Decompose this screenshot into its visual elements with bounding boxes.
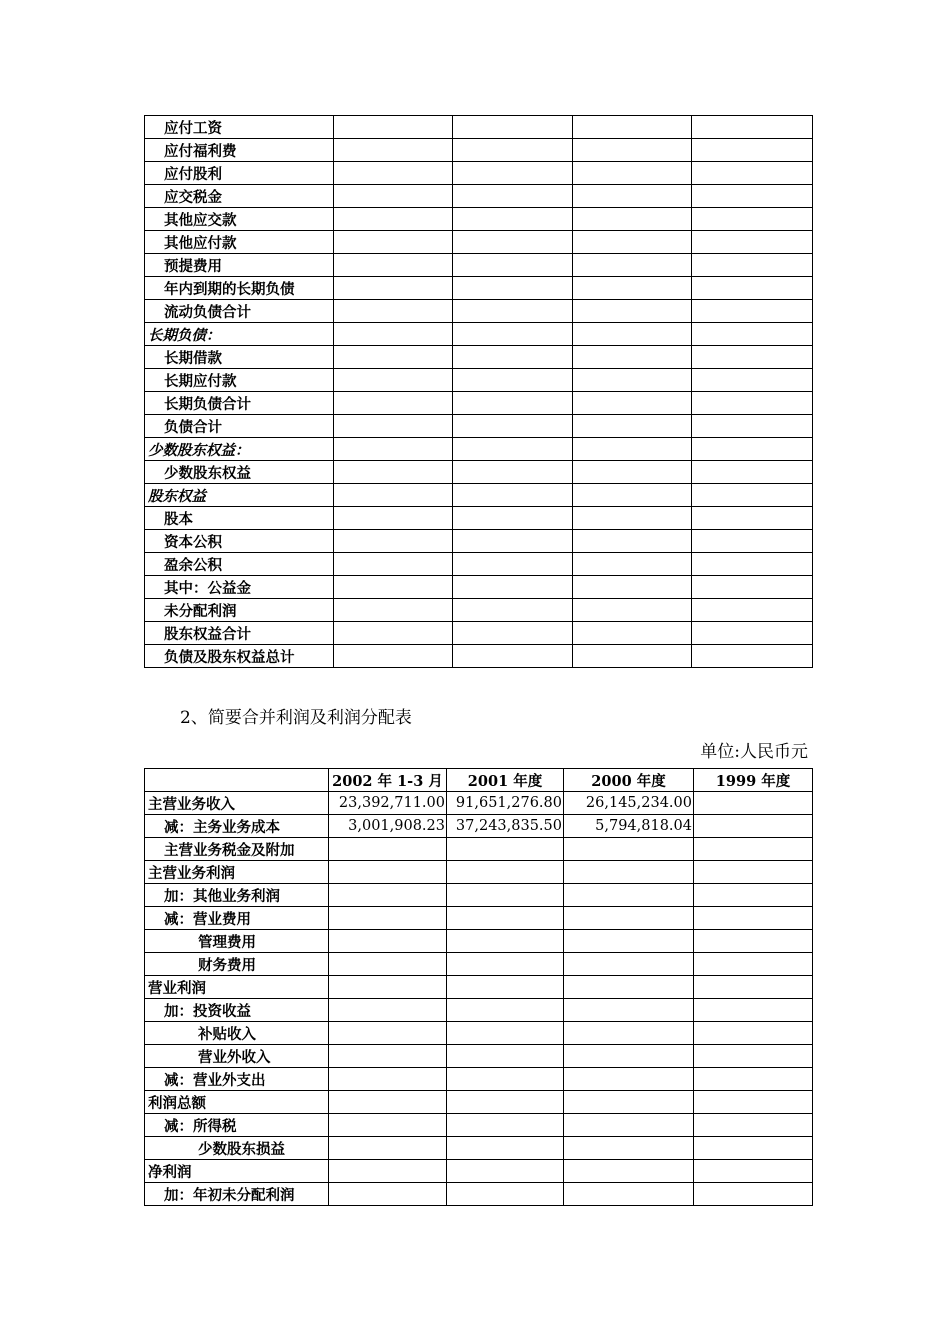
- value-cell: [573, 553, 692, 576]
- value-cell: [573, 254, 692, 277]
- value-cell: [694, 1022, 813, 1045]
- row-label: 主营业务利润: [145, 861, 329, 884]
- table-row: [145, 645, 813, 668]
- row-label: 营业利润: [145, 976, 329, 999]
- value-cell: [692, 438, 813, 461]
- row-label: 年内到期的长期负债: [145, 277, 334, 300]
- value-cell: [692, 139, 813, 162]
- value-cell: [692, 254, 813, 277]
- value-cell: [564, 976, 694, 999]
- row-label: 补贴收入: [145, 1022, 329, 1045]
- value-cell: [694, 1160, 813, 1183]
- value-cell: [573, 415, 692, 438]
- value-cell: [694, 976, 813, 999]
- value-cell: [573, 208, 692, 231]
- row-label: 净利润: [145, 1160, 329, 1183]
- value-cell: [573, 300, 692, 323]
- header-2001: 2001 年度: [447, 769, 564, 792]
- value-cell: [447, 1183, 564, 1206]
- value-cell: [447, 1045, 564, 1068]
- value-cell: [447, 1160, 564, 1183]
- value-cell: [334, 300, 453, 323]
- table-row: [145, 300, 813, 323]
- value-cell: [447, 861, 564, 884]
- section-heading: 2、简要合并利润及利润分配表: [180, 708, 412, 728]
- value-cell: [692, 231, 813, 254]
- value-cell: [453, 346, 573, 369]
- value-cell: [447, 976, 564, 999]
- value-cell: [573, 461, 692, 484]
- value-cell: [573, 599, 692, 622]
- value-cell: [573, 576, 692, 599]
- value-cell: [334, 277, 453, 300]
- value-cell: [453, 576, 573, 599]
- value-cell: [694, 815, 813, 838]
- row-label: 股东权益: [145, 484, 334, 507]
- row-label: 管理费用: [145, 930, 329, 953]
- value-cell: [564, 1068, 694, 1091]
- value-cell: [453, 438, 573, 461]
- value-cell: [692, 461, 813, 484]
- value-cell: [453, 116, 573, 139]
- value-cell: [564, 1183, 694, 1206]
- value-cell: [453, 139, 573, 162]
- table-row: [145, 530, 813, 553]
- value-cell: [453, 208, 573, 231]
- row-label: 减：营业外支出: [145, 1068, 329, 1091]
- value-cell: [573, 231, 692, 254]
- value-cell: [564, 1091, 694, 1114]
- row-label: 少数股东损益: [145, 1137, 329, 1160]
- value-cell: [573, 139, 692, 162]
- value-cell: [453, 392, 573, 415]
- row-label: 加：年初未分配利润: [145, 1183, 329, 1206]
- value-cell: [573, 323, 692, 346]
- value-cell: [692, 369, 813, 392]
- value-cell: [573, 645, 692, 668]
- value-cell: [694, 884, 813, 907]
- table-row: [145, 139, 813, 162]
- value-cell: [694, 1091, 813, 1114]
- value-cell: [453, 645, 573, 668]
- value-cell: [329, 907, 447, 930]
- value-cell: 23,392,711.00: [329, 792, 447, 815]
- value-cell: [453, 553, 573, 576]
- value-cell: [447, 1022, 564, 1045]
- value-cell: [453, 185, 573, 208]
- value-cell: [447, 907, 564, 930]
- row-label: 其他应付款: [145, 231, 334, 254]
- row-label: 股本: [145, 507, 334, 530]
- row-label: 长期负债合计: [145, 392, 334, 415]
- row-label: 减：主务业务成本: [145, 815, 329, 838]
- row-label: 流动负债合计: [145, 300, 334, 323]
- value-cell: [692, 553, 813, 576]
- row-label: 预提费用: [145, 254, 334, 277]
- row-label: 股东权益合计: [145, 622, 334, 645]
- value-cell: [573, 346, 692, 369]
- value-cell: [453, 507, 573, 530]
- table-row: [145, 254, 813, 277]
- value-cell: [692, 530, 813, 553]
- value-cell: [329, 861, 447, 884]
- row-label: 少数股东权益: [145, 461, 334, 484]
- value-cell: [692, 208, 813, 231]
- table-row: [145, 461, 813, 484]
- value-cell: [573, 369, 692, 392]
- value-cell: [453, 530, 573, 553]
- value-cell: [453, 162, 573, 185]
- value-cell: [564, 1160, 694, 1183]
- header-2000: 2000 年度: [564, 769, 694, 792]
- row-label: 盈余公积: [145, 553, 334, 576]
- value-cell: [692, 116, 813, 139]
- value-cell: [334, 461, 453, 484]
- table-row: [145, 930, 813, 953]
- value-cell: [692, 599, 813, 622]
- value-cell: [692, 346, 813, 369]
- row-label: 长期负债：: [145, 323, 334, 346]
- value-cell: [447, 1137, 564, 1160]
- row-label: 应交税金: [145, 185, 334, 208]
- value-cell: [453, 622, 573, 645]
- value-cell: [334, 438, 453, 461]
- value-cell: [564, 999, 694, 1022]
- value-cell: [564, 1045, 694, 1068]
- value-cell: [447, 1068, 564, 1091]
- value-cell: [329, 1160, 447, 1183]
- value-cell: [334, 599, 453, 622]
- value-cell: [564, 907, 694, 930]
- value-cell: [447, 953, 564, 976]
- row-label: 减：营业费用: [145, 907, 329, 930]
- value-cell: [334, 553, 453, 576]
- value-cell: [447, 884, 564, 907]
- table-row: [145, 484, 813, 507]
- value-cell: [334, 323, 453, 346]
- value-cell: [573, 185, 692, 208]
- balance-sheet-body: [145, 116, 813, 668]
- table-row: [145, 507, 813, 530]
- row-label: 主营业务收入: [145, 792, 329, 815]
- value-cell: [692, 323, 813, 346]
- value-cell: [692, 507, 813, 530]
- row-label: 其他应交款: [145, 208, 334, 231]
- value-cell: [692, 622, 813, 645]
- table-row: [145, 861, 813, 884]
- value-cell: [334, 231, 453, 254]
- value-cell: [564, 884, 694, 907]
- value-cell: [334, 530, 453, 553]
- value-cell: [694, 953, 813, 976]
- value-cell: [694, 838, 813, 861]
- value-cell: [334, 254, 453, 277]
- table-row: [145, 231, 813, 254]
- value-cell: [329, 884, 447, 907]
- row-label: 加：其他业务利润: [145, 884, 329, 907]
- table-row: [145, 369, 813, 392]
- balance-sheet-table: [144, 115, 813, 668]
- value-cell: [453, 277, 573, 300]
- table-row: [145, 392, 813, 415]
- value-cell: [334, 484, 453, 507]
- value-cell: [564, 1022, 694, 1045]
- value-cell: [692, 576, 813, 599]
- table-row: [145, 438, 813, 461]
- value-cell: [694, 792, 813, 815]
- value-cell: [573, 116, 692, 139]
- income-statement-table: [144, 768, 813, 1206]
- header-1999: 1999 年度: [694, 769, 813, 792]
- table-row: [145, 1114, 813, 1137]
- value-cell: [334, 208, 453, 231]
- value-cell: [573, 622, 692, 645]
- table-row: [145, 185, 813, 208]
- value-cell: [447, 1091, 564, 1114]
- row-label: 负债合计: [145, 415, 334, 438]
- table-row: [145, 976, 813, 999]
- table-row: [145, 884, 813, 907]
- value-cell: [334, 346, 453, 369]
- value-cell: [329, 1183, 447, 1206]
- value-cell: [564, 953, 694, 976]
- table-row: [145, 999, 813, 1022]
- row-label: 财务费用: [145, 953, 329, 976]
- table-row: [145, 792, 813, 815]
- value-cell: [692, 162, 813, 185]
- value-cell: [453, 484, 573, 507]
- header-row: [145, 769, 813, 792]
- value-cell: [694, 1137, 813, 1160]
- value-cell: [573, 438, 692, 461]
- table-row: [145, 907, 813, 930]
- value-cell: [692, 645, 813, 668]
- value-cell: [334, 645, 453, 668]
- value-cell: [329, 1137, 447, 1160]
- table-row: [145, 953, 813, 976]
- value-cell: [564, 1137, 694, 1160]
- table-row: [145, 1068, 813, 1091]
- value-cell: [453, 369, 573, 392]
- table-row: [145, 815, 813, 838]
- value-cell: [447, 930, 564, 953]
- income-statement-body: [145, 792, 813, 1206]
- value-cell: [694, 1114, 813, 1137]
- value-cell: 91,651,276.80: [447, 792, 564, 815]
- value-cell: [334, 162, 453, 185]
- value-cell: [692, 415, 813, 438]
- value-cell: [694, 907, 813, 930]
- row-label: 长期借款: [145, 346, 334, 369]
- row-label: 其中：公益金: [145, 576, 334, 599]
- value-cell: [573, 507, 692, 530]
- value-cell: [329, 838, 447, 861]
- value-cell: [334, 576, 453, 599]
- value-cell: [564, 861, 694, 884]
- table-row: [145, 415, 813, 438]
- row-label: 负债及股东权益总计: [145, 645, 334, 668]
- table-row: [145, 277, 813, 300]
- value-cell: [573, 484, 692, 507]
- table-row: [145, 599, 813, 622]
- table-row: [145, 1183, 813, 1206]
- value-cell: 3,001,908.23: [329, 815, 447, 838]
- value-cell: [329, 976, 447, 999]
- value-cell: 26,145,234.00: [564, 792, 694, 815]
- row-label: 长期应付款: [145, 369, 334, 392]
- row-label: 应付工资: [145, 116, 334, 139]
- value-cell: [564, 930, 694, 953]
- table-row: [145, 346, 813, 369]
- row-label: 营业外收入: [145, 1045, 329, 1068]
- table-row: [145, 1045, 813, 1068]
- table-row: [145, 576, 813, 599]
- value-cell: [453, 254, 573, 277]
- value-cell: [329, 953, 447, 976]
- table-row: [145, 1022, 813, 1045]
- value-cell: [329, 999, 447, 1022]
- value-cell: [573, 162, 692, 185]
- row-label: 利润总额: [145, 1091, 329, 1114]
- table-row: [145, 162, 813, 185]
- value-cell: 5,794,818.04: [564, 815, 694, 838]
- value-cell: [453, 231, 573, 254]
- value-cell: [564, 1114, 694, 1137]
- value-cell: [692, 277, 813, 300]
- value-cell: [329, 1022, 447, 1045]
- value-cell: [692, 300, 813, 323]
- value-cell: [564, 838, 694, 861]
- table-row: [145, 116, 813, 139]
- value-cell: [694, 1068, 813, 1091]
- value-cell: [334, 139, 453, 162]
- row-label: 减：所得税: [145, 1114, 329, 1137]
- value-cell: [334, 622, 453, 645]
- row-label: 资本公积: [145, 530, 334, 553]
- table-row: [145, 1160, 813, 1183]
- value-cell: [334, 185, 453, 208]
- value-cell: [447, 838, 564, 861]
- value-cell: 37,243,835.50: [447, 815, 564, 838]
- value-cell: [573, 392, 692, 415]
- unit-label: 单位:人民币元: [700, 742, 808, 762]
- value-cell: [694, 999, 813, 1022]
- value-cell: [692, 185, 813, 208]
- table-row: [145, 1091, 813, 1114]
- value-cell: [573, 277, 692, 300]
- table-row: [145, 1137, 813, 1160]
- row-label: 应付股利: [145, 162, 334, 185]
- value-cell: [447, 999, 564, 1022]
- value-cell: [334, 116, 453, 139]
- value-cell: [453, 415, 573, 438]
- row-label: 少数股东权益：: [145, 438, 334, 461]
- table-row: [145, 323, 813, 346]
- value-cell: [334, 415, 453, 438]
- value-cell: [329, 1091, 447, 1114]
- header-2002q1: 2002 年 1-3 月: [329, 769, 447, 792]
- row-label: 主营业务税金及附加: [145, 838, 329, 861]
- value-cell: [334, 392, 453, 415]
- row-label: 加：投资收益: [145, 999, 329, 1022]
- value-cell: [692, 484, 813, 507]
- value-cell: [694, 861, 813, 884]
- table-row: [145, 553, 813, 576]
- value-cell: [329, 1045, 447, 1068]
- value-cell: [692, 392, 813, 415]
- value-cell: [453, 323, 573, 346]
- value-cell: [334, 369, 453, 392]
- value-cell: [694, 1183, 813, 1206]
- value-cell: [329, 1068, 447, 1091]
- table-row: [145, 208, 813, 231]
- value-cell: [329, 930, 447, 953]
- table-row: [145, 622, 813, 645]
- value-cell: [334, 507, 453, 530]
- value-cell: [447, 1114, 564, 1137]
- value-cell: [453, 599, 573, 622]
- value-cell: [694, 1045, 813, 1068]
- value-cell: [573, 530, 692, 553]
- value-cell: [453, 300, 573, 323]
- value-cell: [453, 461, 573, 484]
- value-cell: [694, 930, 813, 953]
- row-label: 未分配利润: [145, 599, 334, 622]
- table-row: [145, 838, 813, 861]
- row-label: 应付福利费: [145, 139, 334, 162]
- value-cell: [329, 1114, 447, 1137]
- header-label: [145, 769, 329, 792]
